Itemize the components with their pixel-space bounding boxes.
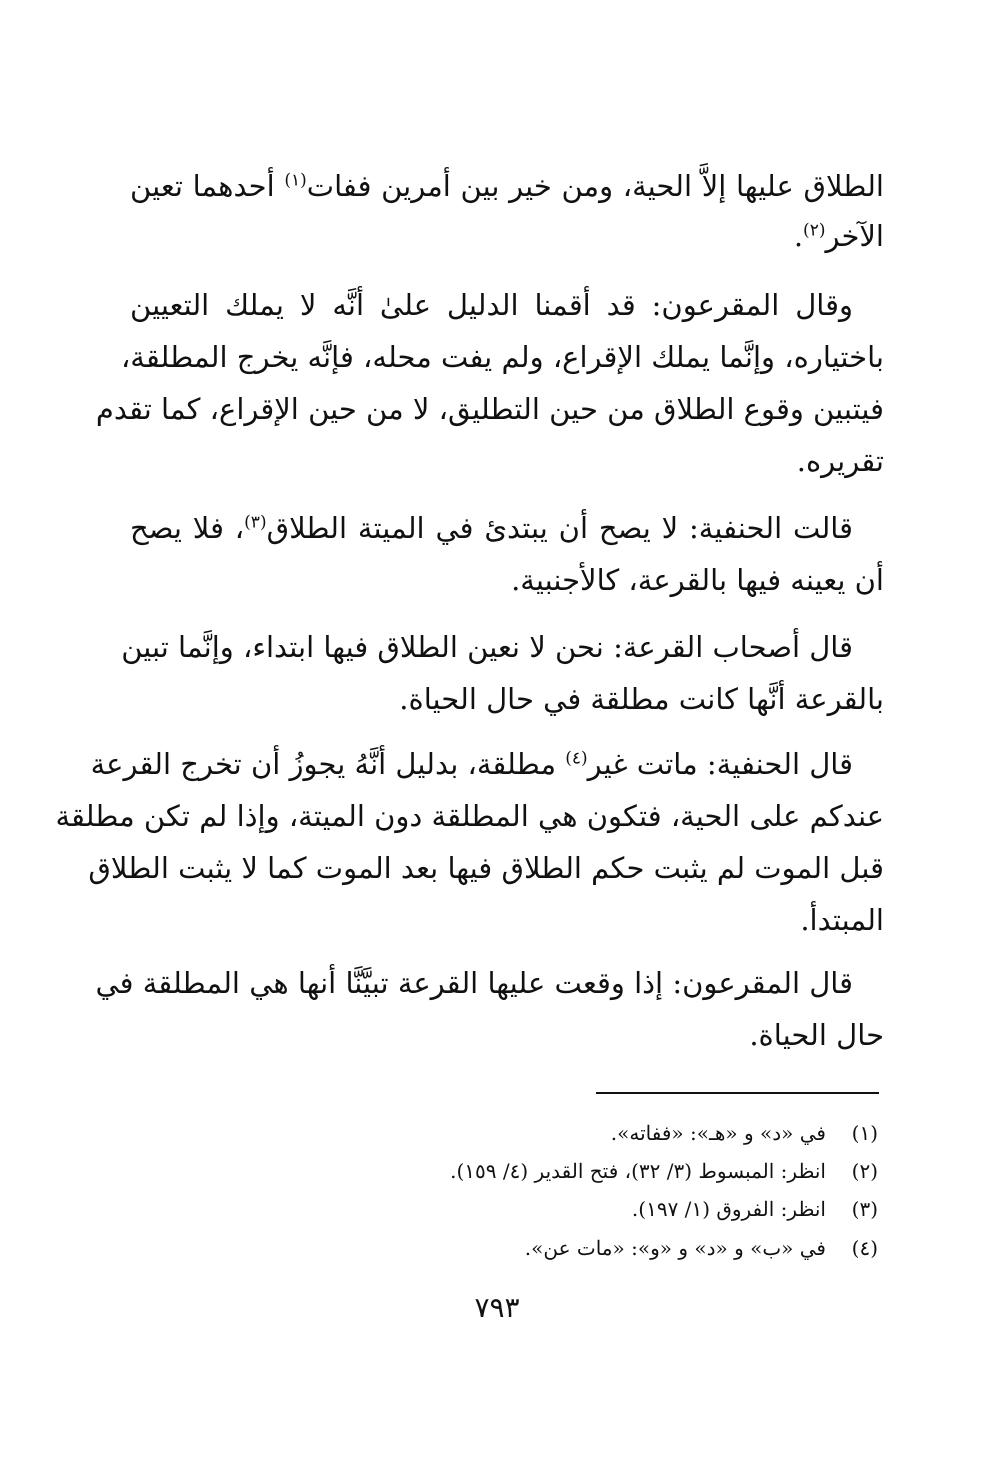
text-run: مطلقة، بدليل أنَّهُ يجوزُ أن تخرج القرعة: [90, 747, 566, 781]
footnote-marker: (٤): [565, 748, 588, 769]
text-line: [55, 796, 884, 836]
text-run: قال الحنفية: ماتت غير: [587, 747, 853, 781]
text-line: [90, 744, 853, 784]
footnote: [450, 1156, 878, 1186]
footnote-number: (٣): [851, 1197, 878, 1221]
text-run: الآخر: [825, 219, 884, 253]
text-line: [88, 848, 884, 888]
footnote: [632, 1194, 878, 1224]
text-run: تقريره.: [796, 444, 884, 478]
text-line: [130, 900, 884, 940]
text-line: [130, 1015, 884, 1055]
text-line: [130, 166, 884, 206]
footnote-marker: (١): [284, 170, 307, 191]
footnote-text: انظر: الفروق (١/ ١٩٧).: [631, 1197, 826, 1221]
text-line: [95, 963, 853, 1003]
footnote-number: (١): [851, 1121, 878, 1145]
text-run: حال الحياة.: [749, 1018, 884, 1052]
page-number: ٧٩٣: [474, 1291, 520, 1324]
text-run: عندكم على الحية، فتكون هي المطلقة دون الميتة، وإذا لم تكن مطلقة: [55, 799, 884, 833]
text-line: [130, 441, 884, 481]
text-line: [130, 560, 884, 600]
footnote-text: في «د» و «هـ»: «ففاته».: [610, 1121, 826, 1145]
text-run: قال أصحاب القرعة: نحن لا نعين الطلاق فيها ابتداء، وإنَّما تبين: [121, 630, 853, 664]
text-run: .: [793, 219, 804, 253]
footnote-marker: (٢): [803, 220, 826, 241]
footnote-number: (٢): [851, 1159, 878, 1183]
text-line: [130, 508, 853, 548]
text-line: [130, 216, 884, 256]
footnote: [525, 1233, 878, 1263]
text-line: [95, 389, 884, 429]
text-line: [130, 679, 884, 719]
text-run: قالت الحنفية: لا يصح أن يبتدئ في الميتة الطلاق: [266, 511, 853, 545]
text-run: قال المقرعون: إذا وقعت عليها القرعة تبيَّنَّا أنها هي المطلقة في: [95, 966, 853, 1000]
footnote-number: (٤): [851, 1236, 878, 1260]
footnote: [611, 1118, 878, 1148]
text-line: [130, 285, 853, 325]
text-run: قبل الموت لم يثبت حكم الطلاق فيها بعد الموت كما لا يثبت الطلاق: [88, 851, 884, 885]
text-run: وقال المقرعون: قد أقمنا الدليل علىٰ أنَّه لا يملك التعيين: [130, 288, 853, 322]
text-run: أحدهما تعين: [130, 169, 285, 203]
text-line: [121, 627, 853, 667]
text-line: [120, 337, 884, 377]
text-run: باختياره، وإنَّما يملك الإقراع، ولم يفت محله، فإنَّه يخرج المطلقة،: [120, 340, 884, 374]
text-run: المبتدأ.: [800, 903, 884, 937]
text-run: الطلاق عليها إلاَّ الحية، ومن خير بين أمرين ففات: [306, 169, 884, 203]
text-run: بالقرعة أنَّها كانت مطلقة في حال الحياة.: [399, 682, 884, 716]
footnote-text: انظر: المبسوط (٣/ ٣٢)، فتح القدير (٤/ ١٥٩).: [450, 1159, 826, 1183]
footnote-divider: [596, 1092, 879, 1094]
footnote-marker: (٣): [244, 512, 267, 533]
footnote-text: في «ب» و «د» و «و»: «مات عن».: [524, 1236, 826, 1260]
text-run: فيتبين وقوع الطلاق من حين التطليق، لا من حين الإقراع، كما تقدم: [95, 392, 884, 426]
text-run: أن يعينه فيها بالقرعة، كالأجنبية.: [511, 563, 884, 597]
text-run: ، فلا يصح: [130, 511, 245, 545]
